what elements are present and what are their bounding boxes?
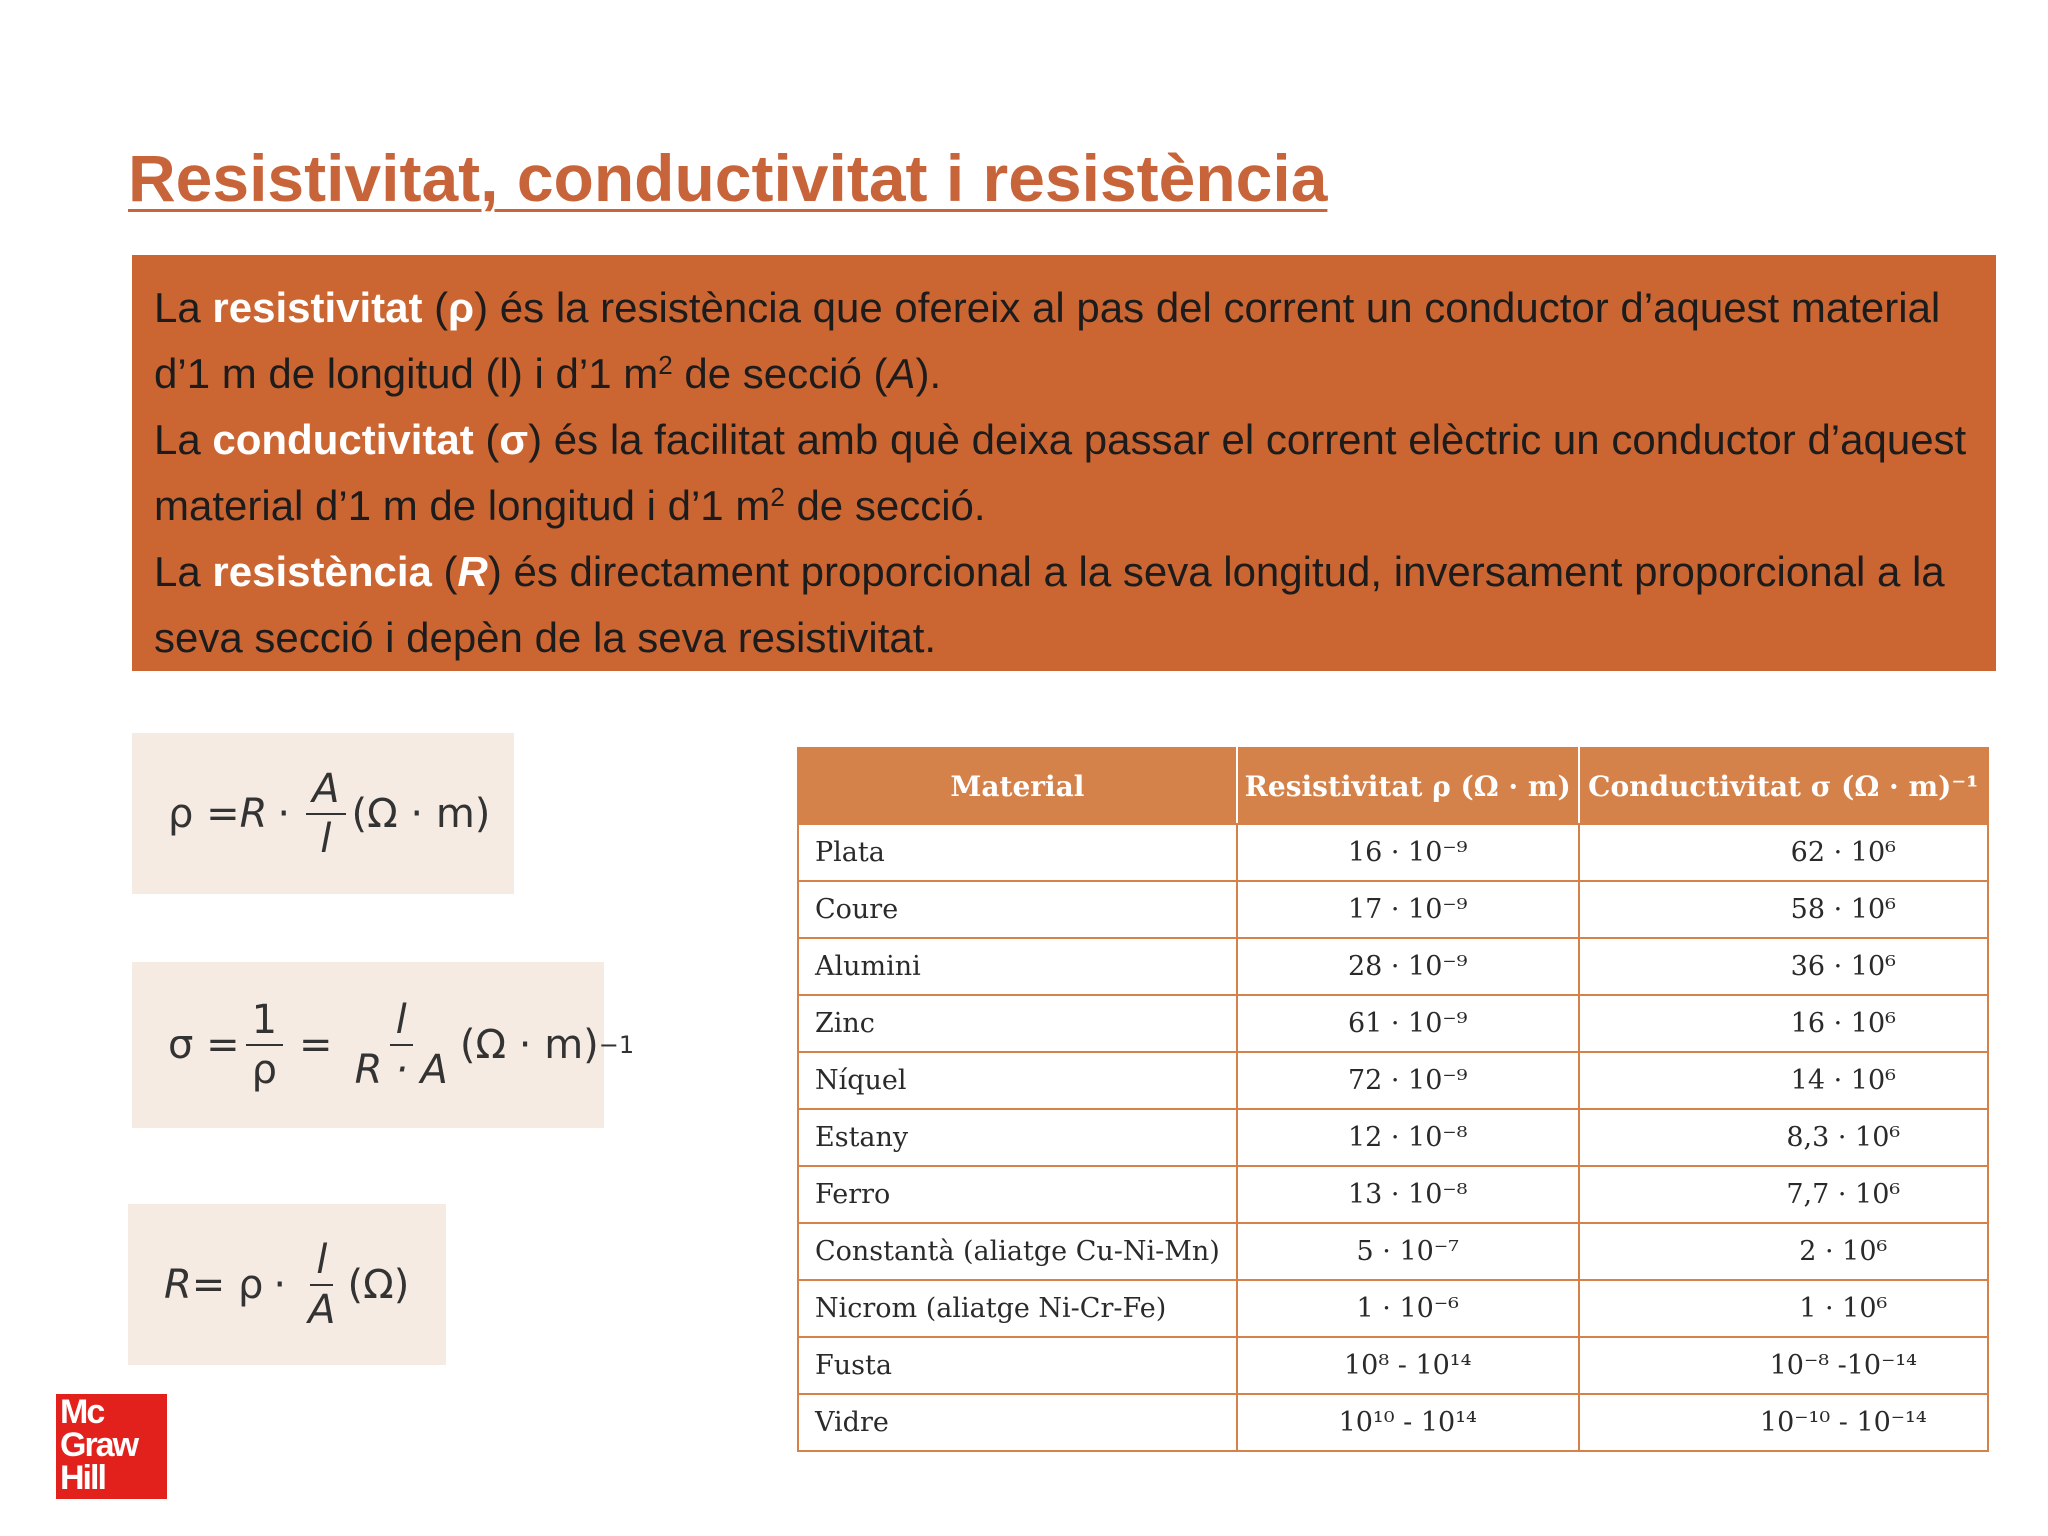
- conductivity-cell: 2 · 10⁶: [1579, 1223, 1988, 1280]
- material-cell: Alumini: [798, 938, 1237, 995]
- header-conductivity: Conductivitat σ (Ω · m)⁻¹: [1579, 748, 1988, 824]
- resistivity-cell: 10¹⁰ - 10¹⁴: [1237, 1394, 1579, 1451]
- conductivity-cell: 58 · 10⁶: [1579, 881, 1988, 938]
- resistivity-cell: 13 · 10⁻⁸: [1237, 1166, 1579, 1223]
- table-row: [798, 1394, 1988, 1451]
- material-cell: Nicrom (aliatge Ni-Cr-Fe): [798, 1280, 1237, 1337]
- conductivity-cell: 16 · 10⁶: [1579, 995, 1988, 1052]
- definition-resistivity: La resistivitat (ρ) és la resistència que ofereix al pas del corrent un conductor d’aquest material d’1 m de longitud (l) i d’1 $m^2$ de secció (A).: [154, 284, 1941, 397]
- table-row: [798, 1280, 1988, 1337]
- logo-line-mc: Mc: [60, 1393, 104, 1431]
- resistivity-cell: 72 · 10⁻⁹: [1237, 1052, 1579, 1109]
- table-row: [798, 938, 1988, 995]
- material-cell: Constantà (aliatge Cu-Ni-Mn): [798, 1223, 1237, 1280]
- logo-line-graw: Graw: [60, 1426, 138, 1464]
- mcgraw-hill-logo: [56, 1394, 167, 1499]
- material-cell: Ferro: [798, 1166, 1237, 1223]
- table-row: [798, 1109, 1988, 1166]
- conductivity-cell: 62 · 10⁶: [1579, 824, 1988, 881]
- table-row: [798, 1166, 1988, 1223]
- material-cell: Zinc: [798, 995, 1237, 1052]
- resistivity-cell: 12 · 10⁻⁸: [1237, 1109, 1579, 1166]
- resistivity-cell: 61 · 10⁻⁹: [1237, 995, 1579, 1052]
- conductivity-formula: σ = $\frac{1}{\rho}$ = $\frac{l}{R \cdot A}$ (Ω · m) −1: [132, 962, 604, 1128]
- table-header-row: [798, 748, 1988, 824]
- material-cell: Níquel: [798, 1052, 1237, 1109]
- header-resistivity: Resistivitat ρ (Ω · m): [1237, 748, 1579, 824]
- conductivity-cell: 10⁻¹⁰ - 10⁻¹⁴: [1579, 1394, 1988, 1451]
- resistivity-cell: 16 · 10⁻⁹: [1237, 824, 1579, 881]
- resistivity-cell: 28 · 10⁻⁹: [1237, 938, 1579, 995]
- logo-line-hill: Hill: [60, 1459, 105, 1497]
- resistance-formula: R = ρ · $\frac{l}{A}$ (Ω): [128, 1204, 446, 1365]
- materials-table: [797, 747, 1989, 1452]
- material-cell: Coure: [798, 881, 1237, 938]
- table-row: [798, 1223, 1988, 1280]
- conductivity-cell: 14 · 10⁶: [1579, 1052, 1988, 1109]
- conductivity-cell: 10⁻⁸ -10⁻¹⁴: [1579, 1337, 1988, 1394]
- resistivity-cell: 1 · 10⁻⁶: [1237, 1280, 1579, 1337]
- definition-resistance: La resistència (R) és directament proporcional a la seva longitud, inversament proporcional a la seva secció i depèn de la seva resistivitat.: [154, 548, 1945, 661]
- material-cell: Fusta: [798, 1337, 1237, 1394]
- table-row: [798, 995, 1988, 1052]
- resistivity-cell: 5 · 10⁻⁷: [1237, 1223, 1579, 1280]
- definitions-box: [132, 255, 1996, 671]
- conductivity-cell: 1 · 10⁶: [1579, 1280, 1988, 1337]
- material-cell: Vidre: [798, 1394, 1237, 1451]
- material-cell: Estany: [798, 1109, 1237, 1166]
- header-material: Material: [798, 748, 1237, 824]
- slide-title: Resistivitat, conductivitat i resistència: [128, 141, 1328, 215]
- material-cell: Plata: [798, 824, 1237, 881]
- resistivity-cell: 17 · 10⁻⁹: [1237, 881, 1579, 938]
- resistivity-formula: ρ = R · $\frac{A}{l}$ (Ω · m): [132, 733, 514, 894]
- conductivity-cell: 7,7 · 10⁶: [1579, 1166, 1988, 1223]
- definition-conductivity: La conductivitat (σ) és la facilitat amb què deixa passar el corrent elèctric un conductor d’aquest material d’1 m de longitud i d’1 $m^2$ de secció.: [154, 416, 1967, 529]
- conductivity-cell: 8,3 · 10⁶: [1579, 1109, 1988, 1166]
- table-row: [798, 881, 1988, 938]
- resistivity-cell: 10⁸ - 10¹⁴: [1237, 1337, 1579, 1394]
- conductivity-cell: 36 · 10⁶: [1579, 938, 1988, 995]
- table-row: [798, 1337, 1988, 1394]
- table-row: [798, 1052, 1988, 1109]
- table-row: [798, 824, 1988, 881]
